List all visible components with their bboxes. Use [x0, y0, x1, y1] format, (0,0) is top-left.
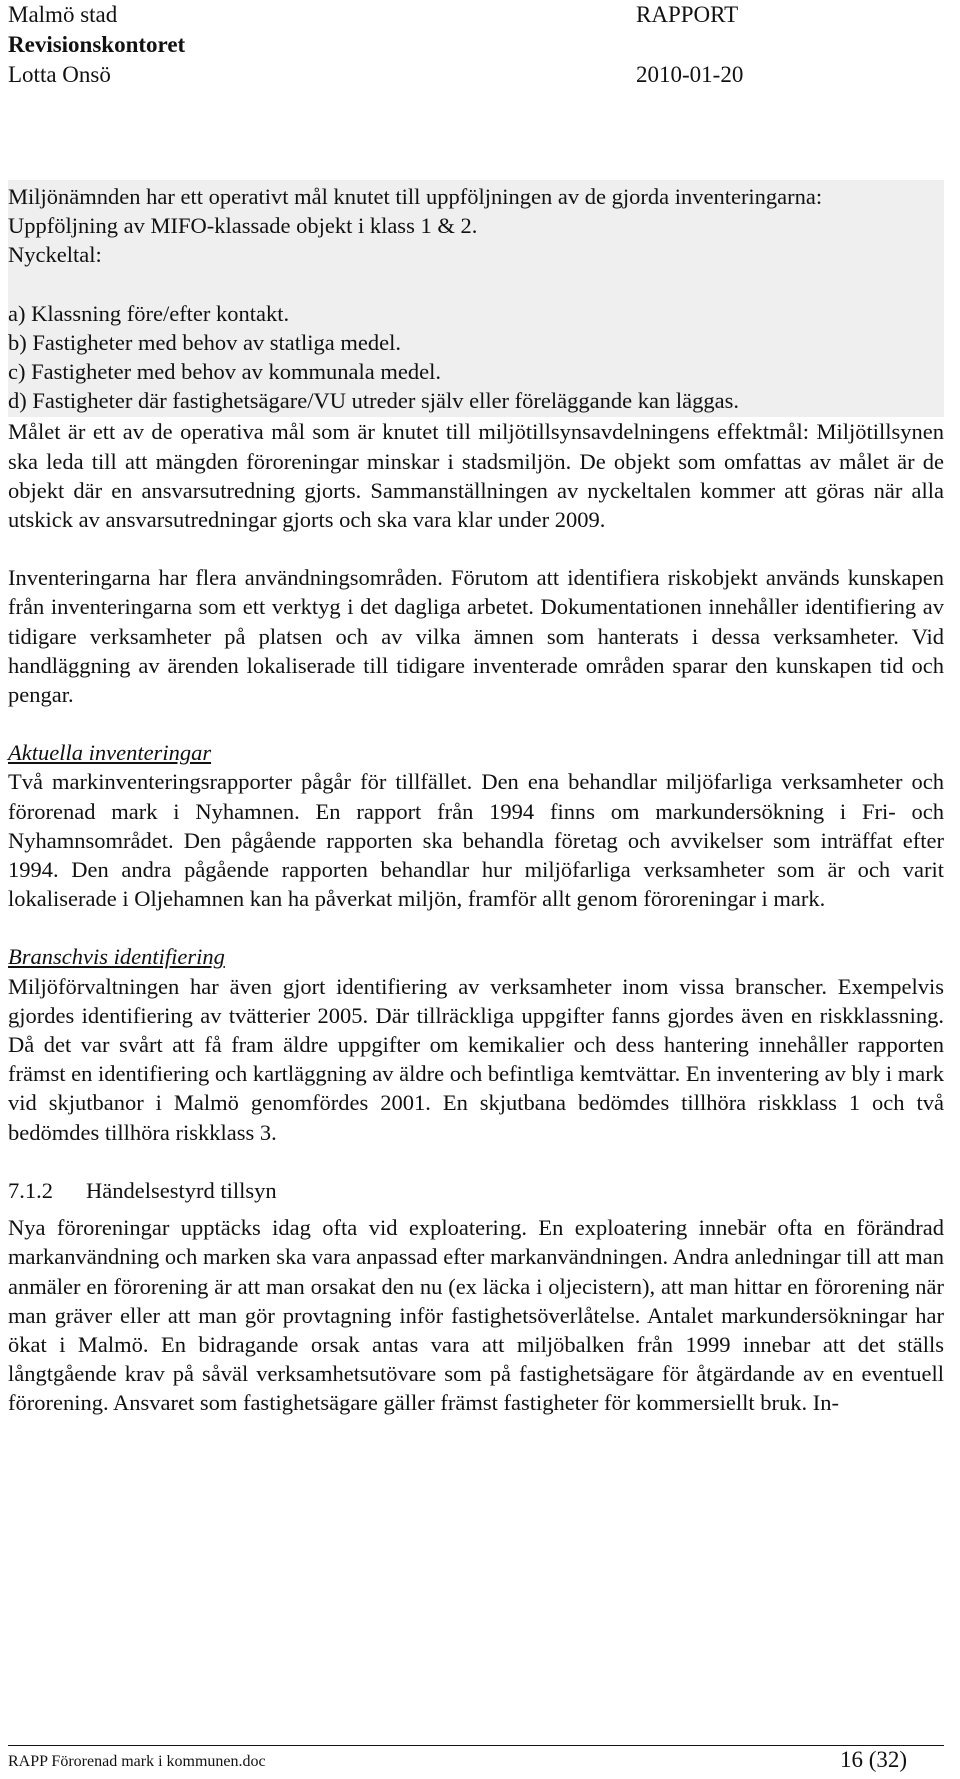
heading-aktuella-inventeringar: Aktuella inventeringar: [8, 740, 212, 766]
document-body: [8, 180, 944, 1418]
section-number: 7.1.2: [8, 1177, 53, 1203]
goal-item-a: a) Klassning före/efter kontakt.: [8, 300, 290, 326]
paragraph-inventeringarna: Inventeringarna har flera användningsområden. Förutom att identifiera riskobjekt används kunskapen från inventeringarna som ett verktyg i det dagliga arbetet. Dokumentationen innehåller identifiering av tidigare verksamheter på platsen och av vilka ämnen som hanterats i dessa verksamheter. Vid handläggning av ärenden lokaliserade till tidigare inventerade områden sparar den kunskapen tid och pengar.: [8, 565, 944, 708]
section-title: Händelsestyrd tillsyn: [86, 1177, 277, 1203]
footer-filename: RAPP Förorenad mark i kommunen.doc: [8, 1753, 266, 1770]
header-doc-type: RAPPORT: [636, 2, 739, 27]
goal-item-c: c) Fastigheter med behov av kommunala medel.: [8, 359, 441, 385]
header-author: Lotta Onsö: [8, 62, 111, 87]
header-org: Malmö stad: [8, 2, 118, 27]
paragraph-branschvis: Miljöförvaltningen har även gjort identifiering av verksamheter inom vissa branscher. Exempelvis gjordes identifiering av tvätterier 2005. Där tillräckliga uppgifter fanns gjordes även en riskklassning. Då det var svårt att få fram äldre uppgifter om kemikalier och dess hantering innehåller rapporten främst en identifiering och kartläggning av äldre och befintliga kemtvättar. En inventering av bly i mark vid skjutbanor i Malmö genomfördes 2001. En skjutbana bedömdes tillhöra riskklass 1 och två bedömdes tillhöra riskklass 3.: [8, 973, 944, 1145]
footer-page-number: 16 (32): [840, 1747, 908, 1772]
paragraph-aktuella: Två markinventeringsrapporter pågår för tillfället. Den ena behandlar miljöfarliga verksamheter och förorenad mark i Nyhamnen. En rapport från 1994 finns om markundersökning i Fri- och Nyhamnsområdet. Den pågående rapporten ska behandla företag och avvikelser som inträffat efter 1994. Den andra pågående rapporten behandlar hur miljöfarliga verksamheter som är och varit lokaliserade i Oljehamnen kan ha påverkat miljön, framför allt genom föroreningar i mark.: [8, 769, 944, 912]
header-date: 2010-01-20: [636, 62, 744, 87]
goal-item-d: d) Fastigheter där fastighetsägare/VU utreder själv eller föreläggande kan läggas.: [8, 388, 739, 414]
goal-intro: Miljönämnden har ett operativt mål knutet till uppföljningen av de gjorda inventeringarna:: [8, 184, 823, 209]
header-right: [636, 0, 743, 90]
header-dept: Revisionskontoret: [8, 32, 186, 57]
paragraph-malet: Målet är ett av de operativa mål som är knutet till miljötillsynsavdelningens effektmål: Miljötillsynen ska leda till att mängden föroreningar minskar i stadsmiljön. De objekt som omfattas av målet är de objekt där en ansvarsutredning gjorts. Sammanställningen av nyckeltalen kommer att göras när alla utskick av ansvarsutredningar gjorts och ska vara klar under 2009.: [8, 419, 944, 533]
paragraph-handelsestyrd: Nya föroreningar upptäcks idag ofta vid exploatering. En exploatering innebär ofta en förändrad markanvändning och marken ska vara anpassad efter markanvändningen. Andra anledningar till att man anmäler en förorening är att man orsakat den nu (ex läcka i oljecistern), att man hittar en förorening när man gräver eller att man gör provtagning inför fastighetsöverlåtelse. Antalet markundersökningar har ökat i Malmö. En bidragande orsak antas vara att miljöbalken från 1999 innebar att det ställs långtgående krav på såväl verksamhetsutövare som på fastighetsägare för åtgärdande av en eventuell förorening. Ansvaret som fastighetsägare gäller främst fastigheter för kommersiellt bruk. In-: [8, 1215, 944, 1416]
goal-item-b: b) Fastigheter med behov av statliga medel.: [8, 329, 402, 355]
section-heading: [8, 1176, 944, 1205]
goal-box: [8, 180, 944, 417]
footer-divider: [8, 1745, 944, 1746]
goal-follow-up: Uppföljning av MIFO-klassade objekt i klass 1 & 2.: [8, 213, 478, 239]
heading-branschvis-identifiering: Branschvis identifiering: [8, 944, 225, 970]
header-left: [8, 0, 185, 90]
goal-nyckeltal-label: Nyckeltal:: [8, 242, 102, 268]
